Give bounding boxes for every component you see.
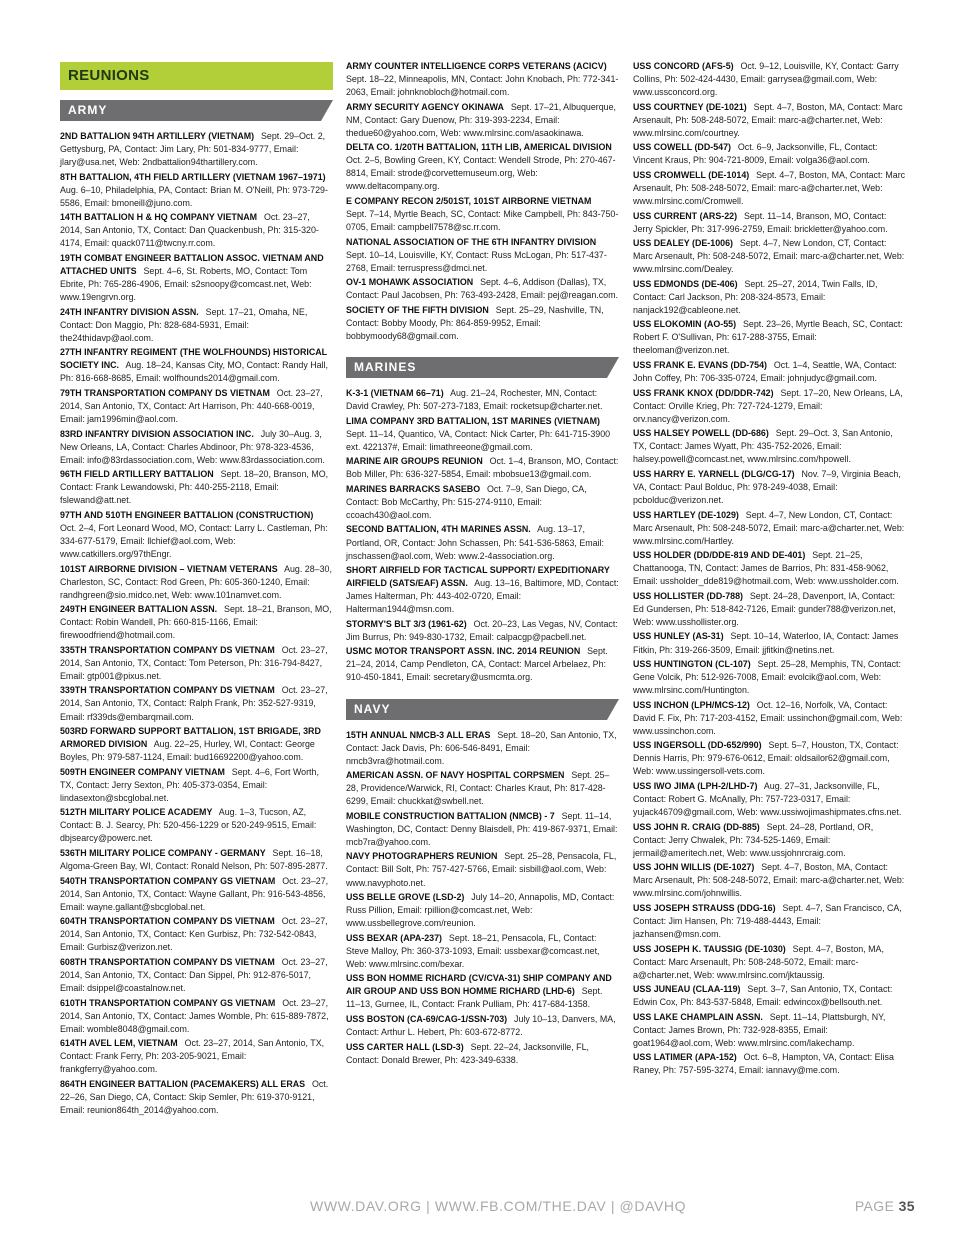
unit-name: 27TH INFANTRY REGIMENT (THE WOLFHOUNDS) HISTORICAL SOCIETY INC. <box>60 347 327 371</box>
reunion-entry <box>346 1041 619 1067</box>
reunion-entry <box>633 278 906 317</box>
reunion-details: Sept. 7–14, Myrtle Beach, SC, Contact: Mike Campbell, Ph: 843-750-0705, Email: campbell7578@sc.rr.com. <box>346 209 619 233</box>
reunion-entry <box>346 645 619 684</box>
reunion-entry <box>346 415 619 454</box>
reunion-details: Sept. 29–Oct. 2, Gettysburg, PA, Contact: Jim Lary, Ph: 501-834-9777, Email: jlary@usa.net, Web: 2ndbattalion94thartillery.com. <box>60 131 326 168</box>
reunion-details: Aug. 13–17, Portland, OR, Contact: John Schassen, Ph: 541-536-5863, Email: jnschassen@aol.com, Web: www.2-4association.org. <box>346 524 605 561</box>
reunion-details: Sept. 10–14, Waterloo, IA, Contact: James Fitkin, Ph: 319-266-3509, Email: jjfitkin@netins.net. <box>633 631 899 655</box>
reunion-details: Sept. 25–28, Memphis, TN, Contact: Gene Volcik, Ph: 512-926-7008, Email: evolcik@aol.com, Web: www.mlrsinc.com/Huntington. <box>633 659 901 696</box>
reunion-details: Sept. 4–7, Boston, MA, Contact: Marc Arsenault, Ph: 508-248-5072, Email: marc-a@charter.net, Web: www.mlrsinc.com/Cromwell. <box>633 169 906 206</box>
unit-name: 19TH COMBAT ENGINEER BATTALION ASSOC. VIETNAM AND ATTACHED UNITS <box>60 252 324 276</box>
reunion-details: Sept. 10–14, Louisville, KY, Contact: Russ McLogan, Ph: 517-437-2768, Email: terruspress@dmci.net. <box>346 249 607 273</box>
reunion-entry <box>633 590 906 629</box>
reunion-details: Sept. 11–14, Branson, MO, Contact: Jerry Spickler, Ph: 317-996-2759, Email: brickletter@yahoo.com. <box>633 210 888 234</box>
reunion-entry <box>633 861 906 900</box>
reunion-entry <box>633 739 906 778</box>
reunion-details: Aug. 21–24, Rochester, MN, Contact: David Crawley, Ph: 507-273-7183, Email: rocketsup@charter.net. <box>346 387 603 412</box>
reunion-details: Sept. 11–14, Washington, DC, Contact: Denny Blaisdell, Ph: 419-867-9371, Email: mcb7ra@yahoo.com. <box>346 810 618 847</box>
reunion-entry <box>633 210 906 236</box>
reunion-entry <box>633 821 906 860</box>
reunion-entry <box>346 810 619 849</box>
reunion-details: Oct. 2–4, Fort Leonard Wood, MO, Contact: Larry L. Castleman, Ph: 334-677-5179, Email: llchief@aol.com, Web: www.catkillers.org/97thEngr. <box>60 522 328 559</box>
reunion-details: Aug. 1–3, Tucson, AZ, Contact: B. J. Searcy, Ph: 520-456-1229 or 520-249-9515, Email: dbjsearcy@powerc.net. <box>60 807 317 844</box>
unit-name: USS COWELL (DD-547) <box>633 142 731 153</box>
reunion-entry <box>346 455 619 481</box>
unit-name: USMC MOTOR TRANSPORT ASSN. INC. 2014 REUNION <box>346 646 581 657</box>
reunion-details: Sept. 24–28, Davenport, IA, Contact: Ed Gundersen, Ph: 518-842-7126, Email: gunder788@verizon.net, Web: www.usshollister.org. <box>633 590 896 627</box>
reunion-details: Oct. 23–27, 2014, San Antonio, TX, Contact: Wayne Gallant, Ph: 916-543-4856, Email: wayne.gallant@sbcglobal.net. <box>60 875 329 912</box>
reunion-details: Sept. 22–24, Jacksonville, FL, Contact: Donald Brewer, Ph: 423-349-6338. <box>346 1041 589 1065</box>
unit-name: 335TH TRANSPORTATION COMPANY DS VIETNAM <box>60 644 275 655</box>
reunion-entry <box>60 766 333 805</box>
reunion-details: Sept. 4–7, New London, CT, Contact: Marc Arsenault, Ph: 508-248-5072, Email: marc-a@charter.net, Web: www.mlrsinc.com/Dealey. <box>633 238 905 275</box>
reunion-details: Oct. 6–9, Jacksonville, FL, Contact: Vincent Kraus, Ph: 904-721-8009, Email: volga36@aol.com. <box>633 142 878 166</box>
reunion-details: Sept. 18–21, Pensacola, FL, Contact: Steve Malloy, Ph: 360-373-1093, Email: ussbexar@comcast.net, Web: www.mlrsinc.com/bexar. <box>346 932 600 969</box>
reunion-details: Sept. 18–20, Branson, MO, Contact: Frank Lewandowski, Ph: 440-255-2118, Email: fslewand@att.net. <box>60 469 329 506</box>
reunion-entry <box>60 252 333 304</box>
unit-name: NATIONAL ASSOCIATION OF THE 6TH INFANTRY DIVISION <box>346 236 597 247</box>
unit-name: 83RD INFANTRY DIVISION ASSOCIATION INC. <box>60 428 254 439</box>
unit-name: USS CURRENT (ARS-22) <box>633 210 738 221</box>
reunion-details: July 30–Aug. 3, New Orleans, LA, Contact: Charles Abdinoor, Ph: 978-323-4536, Email: info@83rdassociation.com, Web: www.83rdassociation.com. <box>60 428 325 465</box>
unit-name: USS HARRY E. YARNELL (DLG/CG-17) <box>633 468 795 479</box>
section-header-navy: NAVY <box>346 699 607 720</box>
reunion-entry <box>346 101 619 140</box>
reunion-entry <box>346 769 619 808</box>
reunion-details: Sept. 21–25, Chattanooga, TN, Contact: James de Barrios, Ph: 831-458-9062, Email: ussholder_dde819@hotmail.com, Web: www.ussholder.com. <box>633 550 899 587</box>
reunion-entry <box>633 509 906 548</box>
reunion-entry <box>346 1013 619 1039</box>
reunion-details: Sept. 18–20, San Antonio, TX, Contact: Jack Davis, Ph: 606-546-8491, Email: nmcb3vra@hotmail.com. <box>346 729 617 766</box>
unit-name: MARINE AIR GROUPS REUNION <box>346 456 483 467</box>
reunion-entry <box>633 318 906 357</box>
unit-name: 339TH TRANSPORTATION COMPANY DS VIETNAM <box>60 685 275 696</box>
reunion-entry <box>346 932 619 971</box>
unit-name: 608TH TRANSPORTATION COMPANY DS VIETNAM <box>60 956 275 967</box>
unit-name: USS EDMONDS (DE-406) <box>633 278 738 289</box>
reunion-entry <box>60 1078 333 1117</box>
reunion-details: Nov. 7–9, Virginia Beach, VA, Contact: Paul Bolduc, Ph: 978-249-4038, Email: pcbolduc@verizon.net. <box>633 468 901 505</box>
reunion-details: Sept. 29–Oct. 3, San Antonio, TX, Contact: James Wyatt, Ph: 435-752-2026, Email: halsey.powell@comcast.net, www.mlrsinc.com/hpowell. <box>633 428 893 465</box>
reunion-details: Aug. 13–16, Baltimore, MD, Contact: James Halterman, Ph: 443-402-0720, Email: Halterman1944@msn.com. <box>346 578 619 615</box>
unit-name: NAVY PHOTOGRAPHERS REUNION <box>346 851 498 862</box>
reunion-entry <box>60 806 333 845</box>
unit-name: USS HUNTINGTON (CL-107) <box>633 659 751 670</box>
reunion-entry <box>60 1037 333 1076</box>
unit-name: 536TH MILITARY POLICE COMPANY - GERMANY <box>60 847 266 858</box>
reunion-entry <box>346 387 619 413</box>
reunion-details: Sept. 23–26, Myrtle Beach, SC, Contact: Robert F. O'Sullivan, Ph: 617-288-3755, Email: theeloman@verizon.net. <box>633 319 903 356</box>
reunion-details: Oct. 20–23, Las Vegas, NV, Contact: Jim Burrus, Ph: 949-830-1732, Email: calpacgp@pacbell.net. <box>346 618 618 642</box>
reunion-entry <box>346 304 619 343</box>
reunion-entry <box>60 171 333 210</box>
reunion-details: Sept. 4–7, New London, CT, Contact: Marc Arsenault, Ph: 508-248-5072, Email: marc-a@charter.net, Web: www.mlrsinc.com/Hartley. <box>633 509 905 546</box>
unit-name: E COMPANY RECON 2/501ST, 101ST AIRBORNE VIETNAM <box>346 195 592 206</box>
reunion-details: Sept. 4–6, Addison (Dallas), TX, Contact: Paul Jacobsen, Ph: 763-493-2428, Email: pej@reagan.com. <box>346 277 618 301</box>
reunion-details: Oct. 7–9, San Diego, CA, Contact: Bob McCarthy, Ph: 515-274-9110, Email: ccoach430@aol.com. <box>346 483 587 520</box>
reunion-details: Sept. 11–14, Plattsburgh, NY, Contact: James Brown, Ph: 732-928-8355, Email: goat1964@aol.com, Web: www.mlrsinc.com/lakechamp. <box>633 1011 886 1048</box>
unit-name: MOBILE CONSTRUCTION BATTALION (NMCB) - 7 <box>346 810 555 821</box>
reunion-entry <box>60 644 333 683</box>
reunion-entry <box>346 483 619 522</box>
reunion-entry <box>633 387 906 426</box>
unit-name: OV-1 MOHAWK ASSOCIATION <box>346 277 474 288</box>
column-left <box>60 60 333 1118</box>
reunion-details: Oct. 1–4, Seattle, WA, Contact: John Coffey, Ph: 706-335-0724, Email: johnjudyc@gmail.com. <box>633 360 897 384</box>
reunion-details: Oct. 12–16, Norfolk, VA, Contact: David F. Fix, Ph: 717-203-4152, Email: ussinchon@gmail.com, Web: www.ussinchon.com. <box>633 699 903 736</box>
reunion-entry <box>633 1051 906 1077</box>
unit-name: STORMY'S BLT 3/3 (1961-62) <box>346 618 467 629</box>
reunion-details: Sept. 4–7, San Francisco, CA, Contact: Jim Hansen, Ph: 719-488-4443, Email: jazhansen@msn.com. <box>633 902 902 939</box>
reunion-details: Sept. 17–20, New Orleans, LA, Contact: Orville Krieg, Ph: 727-724-1279, Email: orv.nancy@verizon.com. <box>633 387 903 424</box>
reunion-entry <box>60 684 333 723</box>
unit-name: USS FRANK E. EVANS (DD-754) <box>633 360 767 371</box>
reunion-entry <box>633 1011 906 1050</box>
reunions-heading: REUNIONS <box>60 62 333 90</box>
section-header-marines: MARINES <box>346 357 607 378</box>
reunion-details: Oct. 6–8, Hampton, VA, Contact: Elisa Raney, Ph: 757-595-3274, Email: iannavy@me.com. <box>633 1052 894 1076</box>
reunion-entry <box>633 141 906 167</box>
reunion-details: Sept. 5–7, Houston, TX, Contact: Dennis Harris, Ph: 979-676-0612, Email: oldsailor62@gmail.com, Web: www.ussingersoll-vets.com. <box>633 740 899 777</box>
unit-name: USS HOLDER (DD/DDE-819 AND DE-401) <box>633 550 806 561</box>
unit-name: USS BOSTON (CA-69/CAG-1/SSN-703) <box>346 1014 508 1024</box>
reunion-details: Oct. 1–4, Branson, MO, Contact: Bob Miller, Ph: 636-327-5854, Email: mbobsue13@gmail.com. <box>346 456 619 480</box>
reunion-details: Sept. 25–27, 2014, Twin Falls, ID, Contact: Carl Jackson, Ph: 208-324-8573, Email: nanjack192@cableone.net. <box>633 278 878 315</box>
column-right <box>633 60 906 1079</box>
reunion-details: Sept. 17–21, Albuquerque, NM, Contact: Gary Duenow, Ph: 319-393-2234, Email: thedue60@yahoo.com, Web: www.mlrsinc.com/asaokinawa. <box>346 101 616 138</box>
unit-name: USS JOHN WILLIS (DE-1027) <box>633 862 755 873</box>
reunion-entry <box>633 60 906 99</box>
footer <box>310 1198 915 1214</box>
reunion-details: Oct. 23–27, 2014, San Antonio, TX, Contact: Ralph Frank, Ph: 352-527-9319, Email: rf339ds@embarqmail.com. <box>60 685 328 722</box>
reunion-entry <box>346 729 619 768</box>
page-indicator <box>855 1198 915 1214</box>
unit-name: 503RD FORWARD SUPPORT BATTALION, 1ST BRIGADE, 3RD ARMORED DIVISION <box>60 726 321 750</box>
unit-name: USS IWO JIMA (LPH-2/LHD-7) <box>633 780 758 791</box>
reunion-details: Sept. 17–21, Omaha, NE, Contact: Don Maggio, Ph: 828-684-5931, Email: the24thidavp@aol.com. <box>60 306 308 343</box>
unit-name: USS CARTER HALL (LSD-3) <box>346 1041 464 1052</box>
unit-name: USS HALSEY POWELL (DD-686) <box>633 428 769 439</box>
reunion-entry <box>633 780 906 819</box>
reunion-entry <box>346 564 619 616</box>
reunion-entry <box>60 346 333 385</box>
reunion-details: Sept. 4–7, Boston, MA, Contact: Marc Arsenault, Ph: 508-248-5072, Email: marc-a@charter.net, Web: www.mlrsinc.com/johnwillis. <box>633 862 905 899</box>
reunion-entry <box>633 237 906 276</box>
reunion-details: Aug. 22–25, Hurley, WI, Contact: George Boyles, Ph: 979-587-1124, Email: bud16692200@yahoo.com. <box>60 739 315 763</box>
reunion-details: Oct. 23–27, 2014, San Antonio, TX, Contact: Tom Peterson, Ph: 316-794-8427, Email: gtp001@pixus.net. <box>60 644 328 681</box>
reunion-details: Oct. 23–27, 2014, San Antonio, TX, Contact: Ken Gurbisz, Ph: 732-542-0843, Email: Gurbisz@verizon.net. <box>60 916 328 953</box>
reunion-details: Oct. 22–26, San Diego, CA, Contact: Skip Semler, Ph: 619-370-9121, Email: reunion864th_2014@yahoo.com. <box>60 1078 329 1115</box>
unit-name: USS BEXAR (APA-237) <box>346 932 442 943</box>
reunion-details: Sept. 25–28, Providence/Warwick, RI, Contact: Charles Kraut, Ph: 817-428-6299, Email: chuckkat@swbell.net. <box>346 770 610 807</box>
reunion-details: Sept. 16–18, Algoma-Green Bay, WI, Contact: Ronald Nelson, Ph: 507-895-2877. <box>60 847 328 872</box>
reunion-entry <box>633 101 906 140</box>
reunion-entry <box>60 563 333 602</box>
reunion-details: Aug. 28–30, Charleston, SC, Contact: Rod Green, Ph: 605-360-1240, Email: randhgreen@sio.midco.net, Web: www.101namvet.com. <box>60 563 332 600</box>
unit-name: DELTA CO. 1/20TH BATTALION, 11TH LIB, AMERICAL DIVISION <box>346 142 612 153</box>
reunion-details: Oct. 23–27, 2014, San Antonio, TX, Contact: James Womble, Ph: 615-889-7872, Email: womble8048@gmail.com. <box>60 997 329 1034</box>
reunion-details: Sept. 25–28, Pensacola, FL, Contact: Bill Solt, Ph: 757-427-5766, Email: sisbill@aol.com, Web: www.navyphoto.net. <box>346 851 617 888</box>
unit-name: USS FRANK KNOX (DD/DDR-742) <box>633 387 774 398</box>
unit-name: 512TH MILITARY POLICE ACADEMY <box>60 807 213 818</box>
unit-name: 14TH BATTALION H & HQ COMPANY VIETNAM <box>60 212 258 223</box>
reunion-entry <box>633 549 906 588</box>
unit-name: ARMY SECURITY AGENCY OKINAWA <box>346 101 504 112</box>
reunion-entry <box>60 915 333 954</box>
reunion-entry <box>346 850 619 889</box>
reunion-details: Sept. 4–7, Boston, MA, Contact: Marc Arsenault, Ph: 508-248-5072, Email: marc-a@charter.net, Web: www.mlrsinc.com/courtney. <box>633 101 903 138</box>
unit-name: USS INCHON (LPH/MCS-12) <box>633 699 750 710</box>
unit-name: 101ST AIRBORNE DIVISION – VIETNAM VETERANS <box>60 563 278 574</box>
reunion-details: Sept. 3–7, San Antonio, TX, Contact: Edwin Cox, Ph: 843-537-5848, Email: edwincox@bellsouth.net. <box>633 984 893 1008</box>
unit-name: 509TH ENGINEER COMPANY VIETNAM <box>60 766 225 777</box>
unit-name: USS HUNLEY (AS-31) <box>633 631 724 642</box>
unit-name: 79TH TRANSPORTATION COMPANY DS VIETNAM <box>60 387 270 398</box>
unit-name: 614TH AVEL LEM, VIETNAM <box>60 1038 178 1049</box>
unit-name: USS LAKE CHAMPLAIN ASSN. <box>633 1011 763 1022</box>
reunion-entry <box>346 195 619 234</box>
reunion-entry <box>633 630 906 656</box>
unit-name: MARINES BARRACKS SASEBO <box>346 483 481 494</box>
reunion-entry <box>633 427 906 466</box>
unit-name: SHORT AIRFIELD FOR TACTICAL SUPPORT/ EXPEDITIONARY AIRFIELD (SATS/EAF) ASSN. <box>346 565 610 589</box>
reunion-entry <box>60 306 333 345</box>
reunion-details: July 14–20, Annapolis, MD, Contact: Russ Pillion, Email: rpillion@comcast.net, Web: www.ussbellegrove.com/reunion. <box>346 892 615 929</box>
reunion-details: Sept. 21–24, 2014, Camp Pendleton, CA, Contact: Marcel Arbelaez, Ph: 910-450-1841, Email: secretary@usmcmta.org. <box>346 646 608 683</box>
unit-name: 97TH AND 510TH ENGINEER BATTALION (CONSTRUCTION) <box>60 509 314 520</box>
reunion-entry <box>633 468 906 507</box>
unit-name: SOCIETY OF THE FIFTH DIVISION <box>346 304 489 315</box>
reunion-entry <box>60 130 333 169</box>
unit-name: USS HARTLEY (DE-1029) <box>633 509 739 520</box>
unit-name: USS LATIMER (APA-152) <box>633 1052 737 1063</box>
reunion-entry <box>60 725 333 764</box>
unit-name: USS JOSEPH K. TAUSSIG (DE-1030) <box>633 943 786 954</box>
unit-name: SECOND BATTALION, 4TH MARINES ASSN. <box>346 524 531 535</box>
unit-name: ARMY COUNTER INTELLIGENCE CORPS VETERANS (ACICV) <box>346 61 607 71</box>
unit-name: 8TH BATTALION, 4TH FIELD ARTILLERY (VIETNAM 1967–1971) <box>60 171 326 182</box>
unit-name: 864TH ENGINEER BATTALION (PACEMAKERS) ALL ERAS <box>60 1078 306 1089</box>
reunion-details: Sept. 18–22, Minneapolis, MN, Contact: John Knobach, Ph: 772-341-2063, Email: johnknobloch@hotmail.com. <box>346 74 619 98</box>
unit-name: 249TH ENGINEER BATTALION ASSN. <box>60 604 218 615</box>
reunion-entry <box>346 141 619 193</box>
column-middle <box>346 60 619 1068</box>
reunion-details: Oct. 23–27, 2014, San Antonio, TX, Contact: Dan Quackenbush, Ph: 315-320-4174, Email: quack0711@twcny.rr.com. <box>60 212 319 249</box>
reunion-entry <box>346 236 619 275</box>
reunion-details: Sept. 11–13, Gurnee, IL, Contact: Frank Pulliam, Ph: 417-684-1358. <box>346 986 603 1010</box>
unit-name: USS JOHN R. CRAIG (DD-885) <box>633 821 760 832</box>
page-label: PAGE <box>854 1198 895 1214</box>
reunion-details: Sept. 25–29, Nashville, TN, Contact: Bobby Moody, Ph: 864-859-9952, Email: bobbymoody68@gmail.com. <box>346 304 604 341</box>
unit-name: 2ND BATTALION 94TH ARTILLERY (VIETNAM) <box>60 131 255 141</box>
reunion-entry <box>60 956 333 995</box>
reunion-details: Aug. 18–24, Kansas City, MO, Contact: Randy Hall, Ph: 816-668-8685, Email: wolfhounds2014@gmail.com. <box>60 360 329 384</box>
unit-name: USS ELOKOMIN (AO-55) <box>633 319 737 330</box>
reunion-details: Oct. 2–5, Bowling Green, KY, Contact: Wendell Strode, Ph: 270-467-8814, Email: strode@corvettemuseum.org, Web: www.deltacompany.org. <box>346 155 616 192</box>
reunion-entry <box>60 847 333 873</box>
unit-name: USS BELLE GROVE (LSD-2) <box>346 892 465 903</box>
page-number: 35 <box>898 1198 915 1214</box>
unit-name: 540TH TRANSPORTATION COMPANY GS VIETNAM <box>60 875 276 886</box>
unit-name: USS JOSEPH STRAUSS (DDG-16) <box>633 902 776 913</box>
unit-name: USS COURTNEY (DE-1021) <box>633 101 747 112</box>
unit-name: LIMA COMPANY 3RD BATTALION, 1ST MARINES (VIETNAM) <box>346 415 600 426</box>
reunion-details: Sept. 11–14, Quantico, VA, Contact: Nick Carter, Ph: 641-715-3900 ext. 422137#, Email: limathreeone@gmail.com. <box>346 428 611 452</box>
reunion-entry <box>346 523 619 562</box>
unit-name: USS JUNEAU (CLAA-119) <box>633 984 741 995</box>
reunion-entry <box>60 603 333 642</box>
reunion-entry <box>633 699 906 738</box>
reunion-entry <box>346 60 619 99</box>
unit-name: USS CONCORD (AFS-5) <box>633 61 734 71</box>
reunion-entry <box>346 276 619 302</box>
unit-name: K-3-1 (VIETNAM 66–71) <box>346 387 444 398</box>
unit-name: USS DEALEY (DE-1006) <box>633 238 733 249</box>
reunion-entry <box>60 875 333 914</box>
reunion-details: Sept. 24–28, Portland, OR, Contact: Jerry Chwalek, Ph: 734-525-1469, Email: jermail@ameritech.net, Web: www.ussjohnrcraig.com. <box>633 821 874 858</box>
unit-name: USS BON HOMME RICHARD (CV/CVA-31) SHIP COMPANY AND AIR GROUP AND USS BON HOMME RICHARD (LHD-6) <box>346 973 612 997</box>
unit-name: AMERICAN ASSN. OF NAVY HOSPITAL CORPSMEN <box>346 770 565 781</box>
section-header-army: ARMY <box>60 100 321 121</box>
unit-name: 604TH TRANSPORTATION COMPANY DS VIETNAM <box>60 916 275 927</box>
reunion-entry <box>633 983 906 1009</box>
footer-links[interactable]: WWW.DAV.ORG | WWW.FB.COM/THE.DAV | @DAVHQ <box>310 1198 687 1214</box>
unit-name: 96TH FIELD ARTILLERY BATTALION <box>60 469 214 480</box>
unit-name: 24TH INFANTRY DIVISION ASSN. <box>60 306 199 317</box>
reunion-entry <box>633 943 906 982</box>
unit-name: USS INGERSOLL (DD-652/990) <box>633 740 762 751</box>
unit-name: USS HOLLISTER (DD-788) <box>633 590 743 601</box>
reunion-entry <box>633 169 906 208</box>
reunion-entry <box>346 891 619 930</box>
reunion-entry <box>633 658 906 697</box>
reunion-entry <box>60 211 333 250</box>
reunion-entry <box>346 618 619 644</box>
reunion-details: Oct. 9–12, Louisville, KY, Contact: Garry Collins, Ph: 502-424-4430, Email: garrysea@gmail.com, Web: www.ussconcord.org. <box>633 61 899 98</box>
reunion-entry <box>60 997 333 1036</box>
reunion-entry <box>346 972 619 1011</box>
reunion-details: Sept. 4–6, St. Roberts, MO, Contact: Tom Ebrite, Ph: 765-286-4906, Email: s2snoopy@comcast.net, Web: www.19engrvn.org. <box>60 265 312 303</box>
reunion-details: Sept. 4–7, Boston, MA, Contact: Marc Arsenault, Ph: 508-248-5072, Email: marc-a@charter.net, Web: www.mlrsinc.com/jktaussig. <box>633 943 884 980</box>
reunion-details: Oct. 23–27, 2014, San Antonio, TX, Contact: Frank Ferry, Ph: 203-205-9021, Email: frankgferry@yahoo.com. <box>60 1038 325 1075</box>
reunion-entry <box>633 902 906 941</box>
reunion-entry <box>633 359 906 385</box>
reunion-entry <box>60 509 333 561</box>
reunion-details: Aug. 27–31, Jacksonville, FL, Contact: Robert G. McAnally, Ph: 757-723-0317, Email: yujack46709@gmail.com, Web: www.ussiwojimashipmates.cfns.net. <box>633 780 902 818</box>
reunion-details: Sept. 4–6, Fort Worth, TX, Contact: Jerry Sexton, Ph: 405-373-0354, Email: lindasexton@sbcglobal.net. <box>60 766 319 803</box>
reunion-entry <box>60 428 333 467</box>
reunion-details: Aug. 6–10, Philadelphia, PA, Contact: Brian M. O'Neill, Ph: 973-729-5586, Email: bmoneill@juno.com. <box>60 184 328 208</box>
reunion-details: July 10–13, Danvers, MA, Contact: Arthur L. Hebert, Ph: 603-672-8772. <box>346 1014 616 1038</box>
unit-name: USS CROMWELL (DE-1014) <box>633 169 750 180</box>
reunion-details: Sept. 18–21, Branson, MO, Contact: Robin Wandell, Ph: 660-815-1166, Email: firewoodfriend@hotmail.com. <box>60 604 332 641</box>
unit-name: 610TH TRANSPORTATION COMPANY GS VIETNAM <box>60 997 276 1008</box>
reunion-details: Oct. 23–27, 2014, San Antonio, TX, Contact: Dan Sippel, Ph: 912-876-5017, Email: dsippel@coastalnow.net. <box>60 956 328 993</box>
reunion-entry <box>60 387 333 426</box>
reunion-details: Oct. 23–27, 2014, San Antonio, TX, Contact: Art Harrison, Ph: 440-668-0019, Email: jam1996min@aol.com. <box>60 387 323 424</box>
reunion-entry <box>60 468 333 507</box>
unit-name: 15TH ANNUAL NMCB-3 ALL ERAS <box>346 729 491 740</box>
